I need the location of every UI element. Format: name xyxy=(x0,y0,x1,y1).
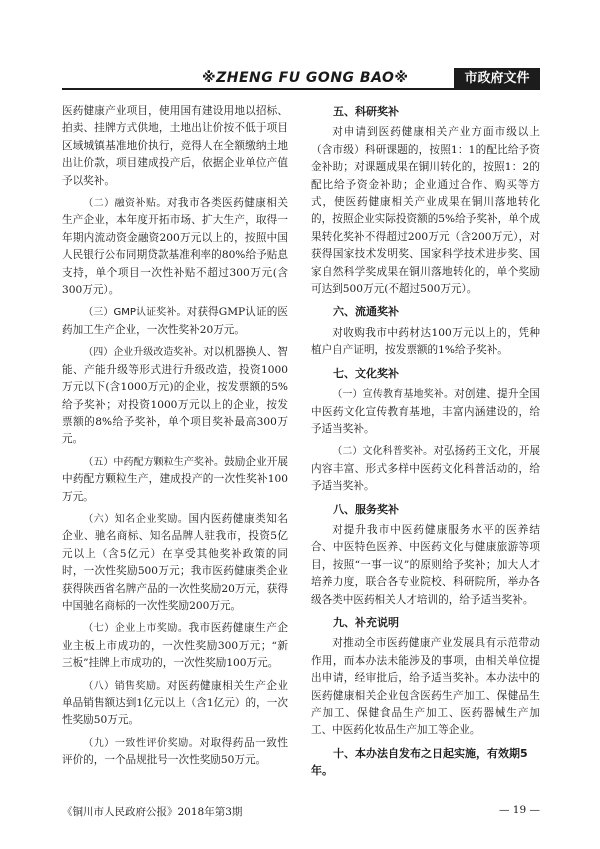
section-heading-text: 五、科研奖补 xyxy=(333,105,399,118)
paragraph xyxy=(311,325,540,360)
paragraph xyxy=(62,454,288,506)
section-heading-text: 八、服务奖补 xyxy=(333,502,399,516)
paragraph xyxy=(62,304,288,339)
right-column xyxy=(311,103,540,784)
paragraph-text: 对获得GMP认证的医药加工生产企业，一次性奖补20万元。 xyxy=(62,306,288,336)
paragraph xyxy=(311,635,540,739)
paragraph-text: 对弘扬药王文化，开展内容丰富、形式多样中医药文化科普活动的，给予适当奖补。 xyxy=(311,445,541,493)
paragraph-text: 对收购我市中药材达100万元以上的，凭种植户自产证明，按发票额的1%给予奖补。 xyxy=(311,326,540,357)
paragraph-lead: （五）中药配方颗粒生产奖补。 xyxy=(83,456,225,468)
section-heading xyxy=(311,745,540,780)
left-column xyxy=(62,103,288,775)
section-heading xyxy=(311,303,540,320)
paragraph-text: 对申请到医药健康相关产业方面市级以上（含市级）科研课题的，按照1：1的配比给予资金补助；对课题成果在铜川转化的，按照1：2的配比给予资金补助；企业通过合作、购买等方式，使医药健康相关产业成果在铜川落地转化的，按照企业实际投资额的5%给予奖补，单个成果转化奖补不得超过200万元（含200万元），对获得国家技术发明奖、国家科学技术进步奖、国家自然科学奖成果在铜川落地转化的，单个奖励可达到500万元(不超过500万元）。 xyxy=(311,126,540,296)
paragraph xyxy=(311,522,540,609)
section-heading xyxy=(311,501,540,518)
paragraph-lead: （二）文化科普奖补。 xyxy=(332,446,434,458)
paragraph-text: 对医药健康相关生产企业单品销售额达到1亿元以上（含1亿元）的，一次性奖励50万元。 xyxy=(62,679,289,727)
journal-title: ※ZHENG FU GONG BAO※ xyxy=(202,70,409,86)
paragraph xyxy=(62,195,288,299)
paragraph-text: 国内医药健康类知名企业、驰名商标、知名品牌人驻我市，投资5亿元以上（含5亿元）在享受其他奖补政策的同时，一次性奖励500万元；我市医药健康类企业获得陕西省名牌产品的一次性奖励20万元，获得中国驰名商标的一次性奖励200万元。 xyxy=(62,512,289,612)
section-heading xyxy=(311,365,540,382)
paragraph-text: 对取得药品一致性评价的，一个品规批号一次性奖励50万元。 xyxy=(62,736,289,767)
paragraph-lead: （七）企业上市奖励。 xyxy=(83,623,189,635)
page-header xyxy=(62,68,540,90)
paragraph-text: 对提升我市中医药健康服务水平的医养结合、中医特色医养、中医药文化与健康旅游等项目，按照“一事一议”的原则给予奖补；加大人才培养力度，联合各专业院校、科研院所，举办各级各类中医药相关人才培训的，给予适当奖补。 xyxy=(311,523,540,606)
section-tab: 市政府文件 xyxy=(454,68,540,90)
paragraph-lead: （四）企业升级改造奖补。 xyxy=(83,347,204,359)
page-number: — 19 — xyxy=(498,804,540,816)
paragraph xyxy=(62,735,288,770)
section-heading-text: 十、本办法自发布之日起实施，有效期5年。 xyxy=(311,746,528,778)
paragraph-text: 鼓励企业开展中药配方颗粒生产，建成投产的一次性奖补100万元。 xyxy=(62,455,289,503)
paragraph-lead: （六）知名企业奖励。 xyxy=(83,513,189,525)
paragraph-lead: （二）融资补贴。 xyxy=(83,198,167,210)
paragraph-lead: （九）一致性评价奖励。 xyxy=(83,737,200,749)
paragraph-text: 对推动全市医药健康产业发展具有示范带动作用，而本办法未能涉及的事项，由相关单位提出申请，经审批后，给予适当奖补。本办法中的医药健康相关企业包含医药生产加工、保健品生产加工、保健食品生产加工、医药器械生产加工、中医药化妆品生产加工等企业。 xyxy=(311,637,540,737)
paragraph-text: 对创建、提升全国中医药文化宣传教育基地，丰富内涵建设的，给予适当奖补。 xyxy=(311,388,541,435)
paragraph-text: 对以机器换人、智能、产能升级等形式进行升级改造，投资1000万元以下(含1000万元)的企业，按发票额的5%给予奖补；对投资1000万元以上的企业，按发票额的8%给予奖补，单个项目奖补最高300万元。 xyxy=(62,346,289,446)
section-heading-text: 九、补充说明 xyxy=(333,615,399,629)
paragraph-lead: （八）销售奖励。 xyxy=(83,680,167,692)
paragraph xyxy=(311,443,540,495)
paragraph xyxy=(311,386,540,438)
paragraph xyxy=(311,124,540,298)
paragraph xyxy=(62,103,288,190)
header-rule xyxy=(62,88,454,90)
paragraph-lead: （一）宣传教育基地奖补。 xyxy=(332,389,455,401)
paragraph-text: 对我市各类医药健康相关生产企业，本年度开拓市场、扩大生产，取得一年期内流动资金融资200万元以上的，按照中国人民银行公布同期贷款基准利率的80%给予贴息支持，单个项目一次性补贴不超过300万元(含300万元）。 xyxy=(62,197,289,297)
section-heading xyxy=(311,103,540,120)
paragraph xyxy=(62,678,288,730)
section-heading xyxy=(311,614,540,631)
section-heading-text: 六、流通奖补 xyxy=(333,305,399,319)
page-footer xyxy=(62,804,540,820)
paragraph xyxy=(62,511,288,615)
section-heading-text: 七、文化奖补 xyxy=(333,366,399,380)
paragraph-text: 我市医药健康生产企业主板上市成功的，一次性奖励300万元；“新三板”挂牌上市成功的，一次性奖励100万元。 xyxy=(62,622,289,670)
paragraph-text: 医药健康产业项目，使用国有建设用地以招标、拍卖、挂牌方式供地，土地出让价按不低于项目区域城镇基准地价执行，竞得人在全额缴纳土地出让价款，项目建成投产后，依据企业单位产值予以奖补。 xyxy=(62,105,288,187)
paragraph-lead: （三）GMP认证奖补。 xyxy=(83,307,187,319)
publication-issue: 《铜川市人民政府公报》2018年第3期 xyxy=(62,806,243,818)
paragraph xyxy=(62,344,288,448)
paragraph xyxy=(62,620,288,672)
